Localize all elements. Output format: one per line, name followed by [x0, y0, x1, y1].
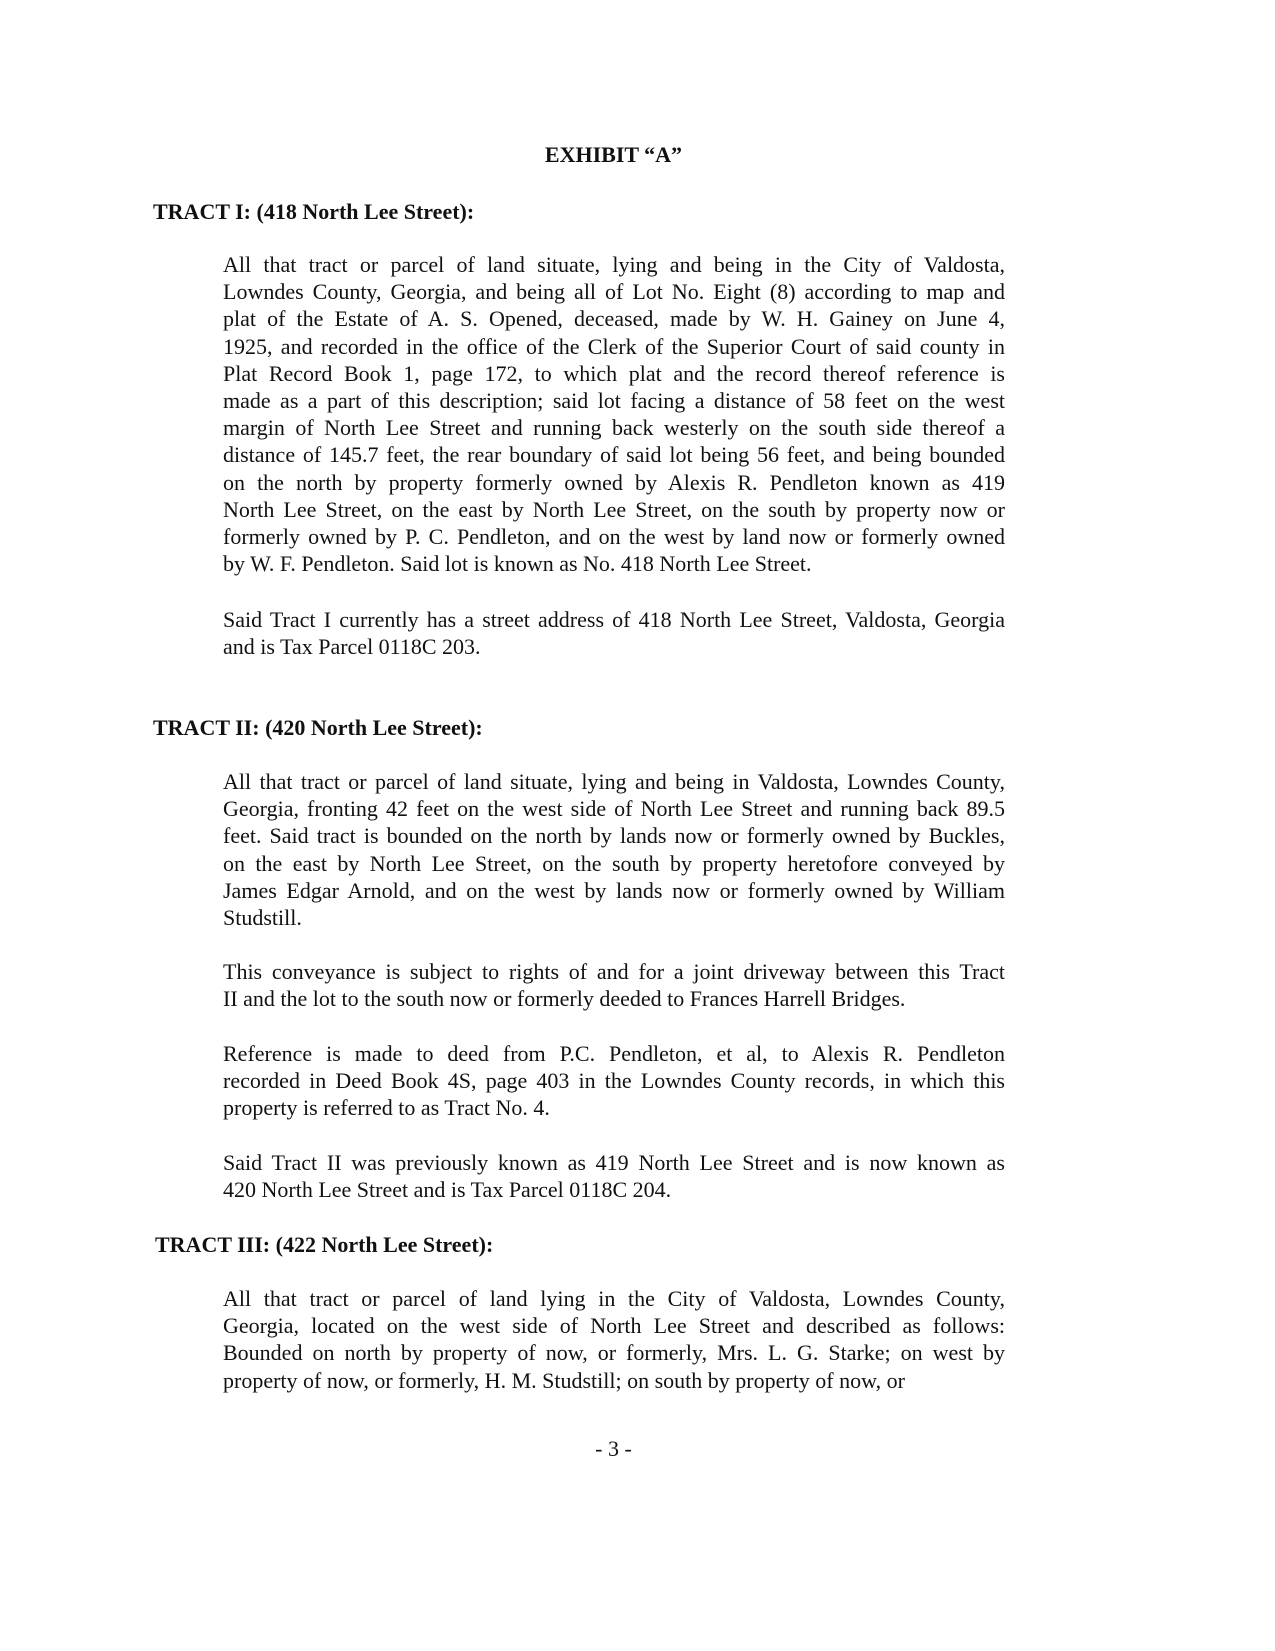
text-line: James Edgar Arnold, and on the west by lands now or formerly owned by William [223, 877, 1005, 903]
text-line: on the north by property formerly owned by Alexis R. Pendleton known as 419 [223, 469, 1005, 495]
text-line: distance of 145.7 feet, the rear boundary of said lot being 56 feet, and being bounded [223, 442, 1005, 468]
text-line: All that tract or parcel of land situate, lying and being in Valdosta, Lowndes County, [223, 769, 1005, 794]
text-line: margin of North Lee Street and running back westerly on the south side thereof a [223, 415, 1005, 441]
text-line: by W. F. Pendleton. Said lot is known as No. 418 North Lee Street. [223, 551, 812, 577]
tract-1-paragraph-1 [223, 251, 1005, 577]
text-line: property is referred to as Tract No. 4. [223, 1095, 550, 1121]
page-number: - 3 - [595, 1436, 632, 1461]
text-line: 1925, and recorded in the office of the Clerk of the Superior Court of said county in [223, 333, 1005, 359]
text-line: property of now, or formerly, H. M. Studstill; on south by property of now, or [223, 1367, 905, 1393]
exhibit-title: EXHIBIT “A” [544, 142, 683, 167]
text-line: Plat Record Book 1, page 172, to which plat and the record thereof reference is [223, 360, 1005, 386]
text-line: made as a part of this description; said lot facing a distance of 58 feet on the west [223, 387, 1005, 413]
tract-2-paragraph-4 [223, 1149, 1005, 1203]
text-line: This conveyance is subject to rights of and for a joint driveway between this Tract [223, 959, 1005, 984]
tract-3-heading: TRACT III: (422 North Lee Street): [155, 1232, 494, 1257]
text-line: Studstill. [223, 904, 302, 930]
tract-2-paragraph-2 [223, 958, 1005, 1012]
text-line: recorded in Deed Book 4S, page 403 in the Lowndes County records, in which this [223, 1068, 1005, 1094]
text-line: 420 North Lee Street and is Tax Parcel 0118C 204. [223, 1177, 672, 1203]
text-line: Reference is made to deed from P.C. Pendleton, et al, to Alexis R. Pendleton [223, 1041, 1005, 1066]
tract-2-heading: TRACT II: (420 North Lee Street): [153, 715, 483, 740]
text-line: All that tract or parcel of land lying in the City of Valdosta, Lowndes County, [223, 1286, 1005, 1311]
tract-3-paragraph-1 [223, 1285, 1005, 1394]
tract-2-paragraph-3 [223, 1040, 1005, 1122]
text-line: formerly owned by P. C. Pendleton, and on the west by land now or formerly owned [223, 523, 1005, 549]
text-line: feet. Said tract is bounded on the north by lands now or formerly owned by Buckles, [223, 823, 1005, 849]
text-line: North Lee Street, on the east by North Lee Street, on the south by property now or [223, 496, 1005, 522]
text-line: II and the lot to the south now or formerly deeded to Frances Harrell Bridges. [223, 986, 906, 1012]
text-line: Said Tract I currently has a street address of 418 North Lee Street, Valdosta, Georgia [223, 607, 1005, 632]
tract-1-heading: TRACT I: (418 North Lee Street): [153, 199, 475, 224]
text-line: Bounded on north by property of now, or formerly, Mrs. L. G. Starke; on west by [223, 1340, 1005, 1366]
tract-1-paragraph-2 [223, 606, 1005, 660]
text-line: plat of the Estate of A. S. Opened, deceased, made by W. H. Gainey on June 4, [223, 306, 1005, 332]
text-line: Georgia, fronting 42 feet on the west side of North Lee Street and running back 89.5 [223, 796, 1005, 822]
text-line: Georgia, located on the west side of North Lee Street and described as follows: [223, 1313, 1005, 1339]
tract-2-paragraph-1 [223, 768, 1005, 931]
text-line: Said Tract II was previously known as 419 North Lee Street and is now known as [223, 1150, 1005, 1175]
text-line: and is Tax Parcel 0118C 203. [223, 634, 481, 660]
text-line: All that tract or parcel of land situate, lying and being in the City of Valdosta, [223, 252, 1005, 277]
text-line: Lowndes County, Georgia, and being all of Lot No. Eight (8) according to map and [223, 279, 1005, 305]
text-line: on the east by North Lee Street, on the south by property heretofore conveyed by [223, 850, 1005, 876]
